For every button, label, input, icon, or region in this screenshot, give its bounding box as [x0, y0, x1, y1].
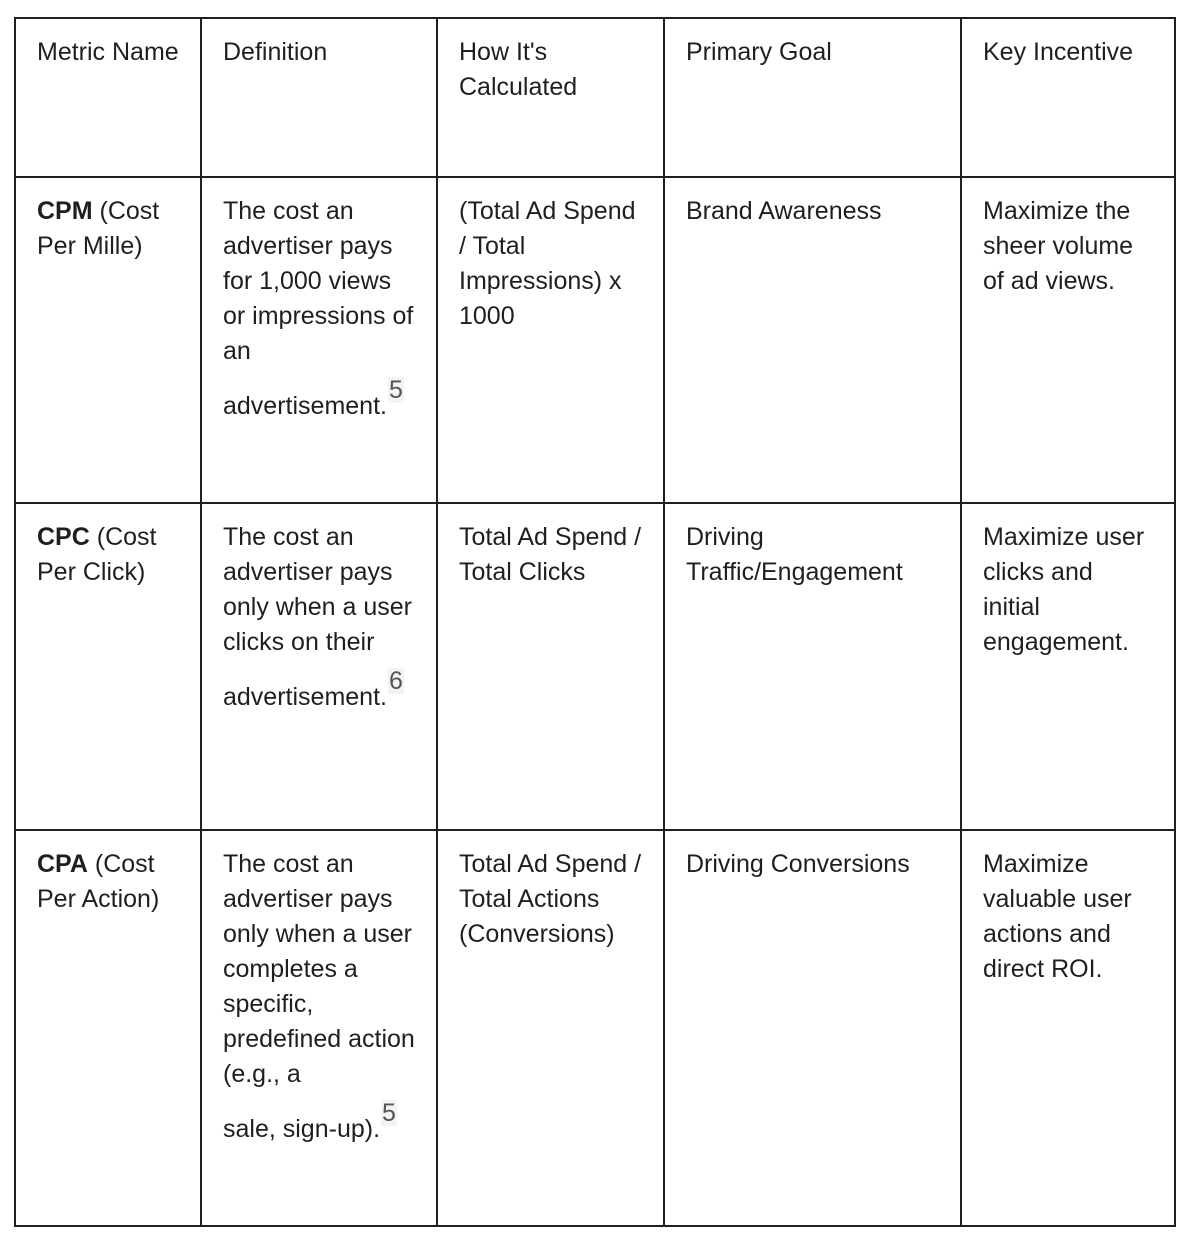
definition-last-line: sale, sign-up). [223, 1115, 381, 1143]
key-incentive-cell: Maximize user clicks and initial engagement. [961, 503, 1175, 830]
footnote-marker[interactable]: 5 [388, 376, 403, 404]
metric-full-name: (Cost Per Mille) [37, 197, 160, 260]
metric-full-name: (Cost Per Click) [37, 523, 157, 586]
header-metric-name: Metric Name [15, 18, 201, 177]
footnote-marker[interactable]: 5 [382, 1099, 396, 1127]
primary-goal-cell: Brand Awareness [664, 177, 961, 503]
primary-goal-cell: Driving Traffic/Engagement [664, 503, 961, 830]
metric-name-cell [15, 503, 201, 830]
definition-text: The cost an advertiser pays for 1,000 views or impressions of an [223, 197, 414, 365]
definition-last-line: advertisement. [223, 683, 387, 711]
key-incentive-cell: Maximize valuable user actions and direct ROI. [961, 830, 1175, 1226]
definition-text: The cost an advertiser pays only when a user completes a specific, predefined action (e.g., a [223, 850, 415, 1088]
metric-name-cell [15, 830, 201, 1226]
definition-text: The cost an advertiser pays only when a user clicks on their [223, 523, 413, 656]
metrics-table [14, 17, 1176, 1227]
metric-full-name: (Cost Per Action) [37, 850, 160, 913]
key-incentive-cell: Maximize the sheer volume of ad views. [961, 177, 1175, 503]
header-primary-goal: Primary Goal [664, 18, 961, 177]
header-key-incentive: Key Incentive [961, 18, 1175, 177]
table-header-row [15, 18, 1175, 177]
calculation-cell: Total Ad Spend / Total Clicks [437, 503, 664, 830]
primary-goal-cell: Driving Conversions [664, 830, 961, 1226]
definition-cell [201, 177, 437, 503]
calculation-cell: Total Ad Spend / Total Actions (Conversions) [437, 830, 664, 1226]
metric-abbr: CPA [37, 850, 88, 878]
metric-abbr: CPM [37, 197, 93, 225]
header-calculation: How It's Calculated [437, 18, 664, 177]
metric-name-cell [15, 177, 201, 503]
table-row [15, 830, 1175, 1226]
calculation-cell: (Total Ad Spend / Total Impressions) x 1000 [437, 177, 664, 503]
footnote-marker[interactable]: 6 [388, 667, 403, 695]
table-row [15, 177, 1175, 503]
table-row [15, 503, 1175, 830]
definition-cell [201, 830, 437, 1226]
header-definition: Definition [201, 18, 437, 177]
definition-last-line: advertisement. [223, 392, 387, 420]
metric-abbr: CPC [37, 523, 90, 551]
definition-cell [201, 503, 437, 830]
